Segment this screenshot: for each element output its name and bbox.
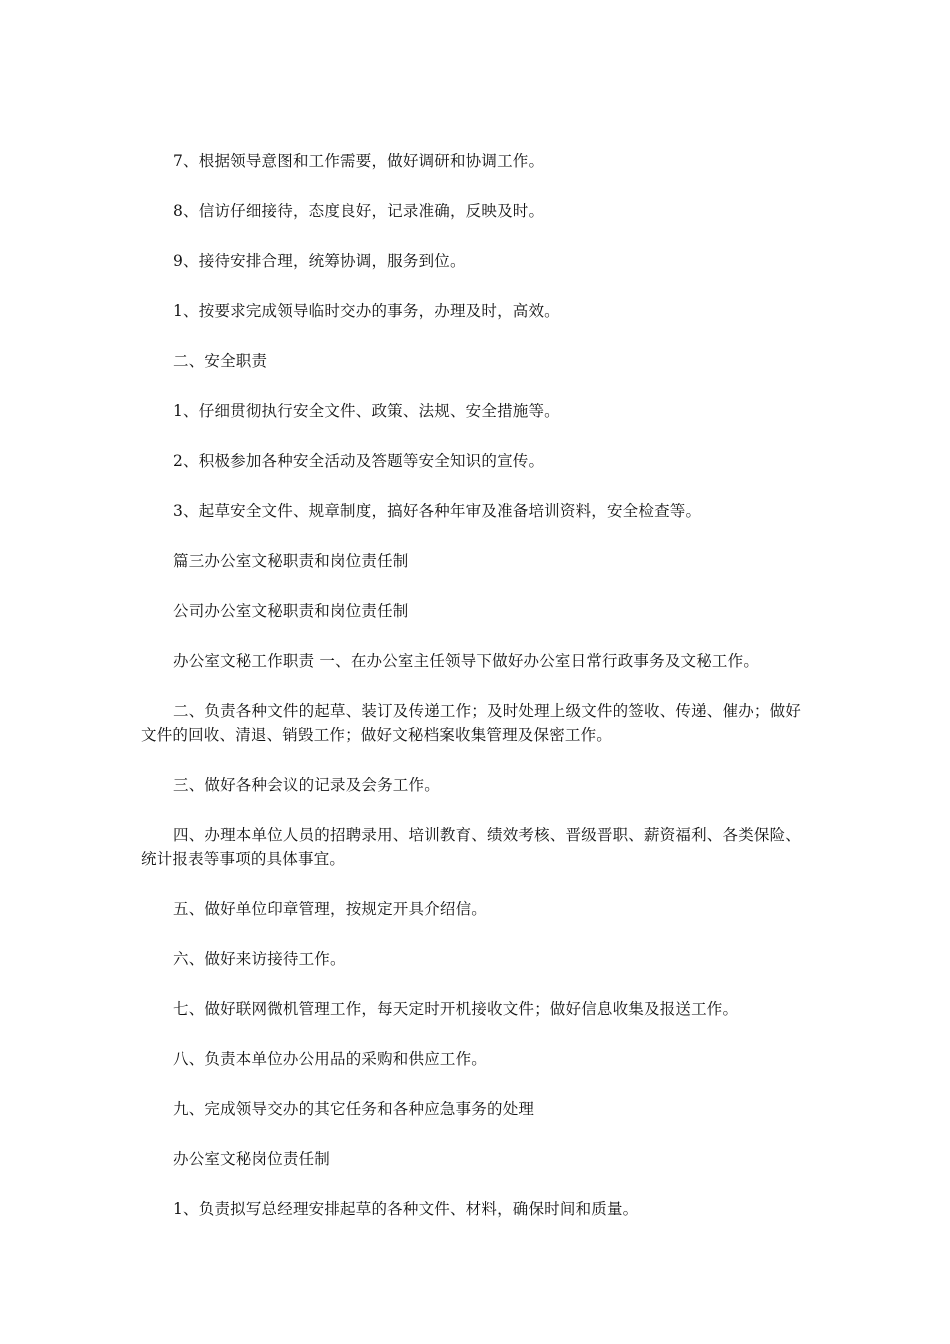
section-heading: 办公室文秘岗位责任制 [173, 1150, 331, 1168]
paragraph: 8、信访仔细接待，态度良好，记录准确，反映及时。 [173, 202, 545, 220]
paragraph: 1、负责拟写总经理安排起草的各种文件、材料，确保时间和质量。 [173, 1200, 639, 1218]
paragraph: 七、做好联网微机管理工作，每天定时开机接收文件；做好信息收集及报送工作。 [173, 1000, 739, 1018]
paragraph: 1、按要求完成领导临时交办的事务，办理及时，高效。 [173, 302, 560, 320]
paragraph: 2、积极参加各种安全活动及答题等安全知识的宣传。 [173, 452, 545, 470]
paragraph: 八、负责本单位办公用品的采购和供应工作。 [173, 1050, 488, 1068]
section-heading: 篇三办公室文秘职责和岗位责任制 [173, 552, 409, 570]
paragraph: 六、做好来访接待工作。 [173, 950, 346, 968]
paragraph: 1、仔细贯彻执行安全文件、政策、法规、安全措施等。 [173, 402, 560, 420]
paragraph: 四、办理本单位人员的招聘录用、培训教育、绩效考核、晋级晋职、薪资福利、各类保险、统计报表等事项的具体事宜。 [141, 826, 802, 868]
paragraph: 九、完成领导交办的其它任务和各种应急事务的处理 [173, 1100, 535, 1118]
document-body [141, 149, 813, 1221]
paragraph: 7、根据领导意图和工作需要，做好调研和协调工作。 [173, 152, 545, 170]
section-heading: 公司办公室文秘职责和岗位责任制 [173, 602, 409, 620]
paragraph: 三、做好各种会议的记录及会务工作。 [173, 776, 440, 794]
paragraph: 9、接待安排合理，统筹协调，服务到位。 [173, 252, 466, 270]
paragraph: 办公室文秘工作职责 一、在办公室主任领导下做好办公室日常行政事务及文秘工作。 [173, 652, 760, 670]
section-heading: 二、安全职责 [173, 352, 268, 370]
paragraph: 3、起草安全文件、规章制度，搞好各种年审及准备培训资料，安全检查等。 [173, 502, 702, 520]
paragraph: 五、做好单位印章管理，按规定开具介绍信。 [173, 900, 488, 918]
paragraph: 二、负责各种文件的起草、装订及传递工作；及时处理上级文件的签收、传递、催办；做好文件的回收、清退、销毁工作；做好文秘档案收集管理及保密工作。 [141, 702, 802, 744]
